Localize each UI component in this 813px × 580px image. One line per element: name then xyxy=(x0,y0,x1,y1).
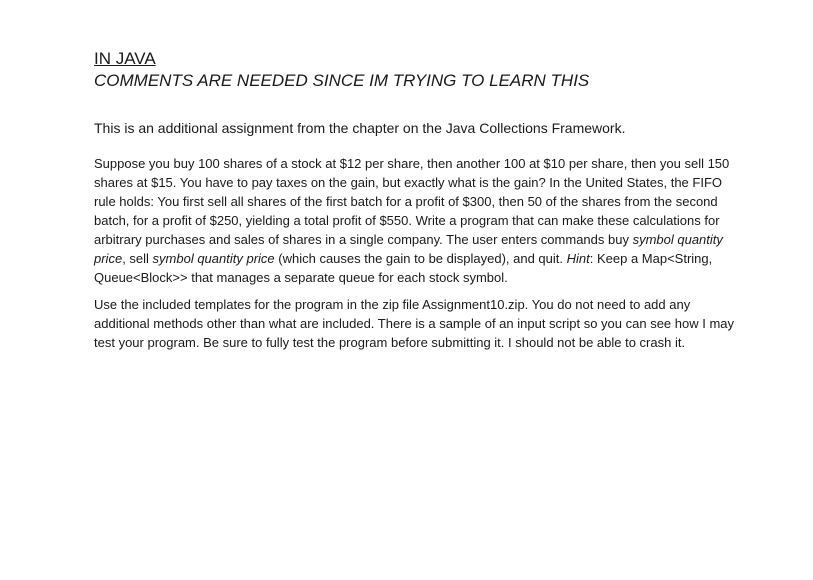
paragraph1-text-a: Suppose you buy 100 shares of a stock at $12 per share, then another 100 at $10 per share, then you sell 150 shares at $15. You have to pay taxes on the gain, but exactly what is the gain? In the United States, the FIFO rule holds: You first sell all shares of the first batch for a profit of $300, then 50 of the shares from the second batch, for a profit of $250, yielding a total profit of $550. Write a program that can make these calculations for arbitrary purchases and sales of shares in a single company. The user enters commands buy xyxy=(94,156,730,247)
document-content xyxy=(94,48,734,352)
intro-paragraph: This is an additional assignment from the chapter on the Java Collections Framework. xyxy=(94,120,626,136)
paragraph1-emphasis-sell: symbol quantity price xyxy=(152,251,275,266)
paragraph1-emphasis-buy: symbol quantity price xyxy=(94,232,723,266)
paragraph-fifo-problem xyxy=(94,154,734,287)
paragraph1-emphasis-hint: Hint xyxy=(566,251,590,266)
paragraph1-text-b: , sell xyxy=(122,251,153,266)
heading-in-java: IN JAVA xyxy=(94,49,156,68)
heading-comments-needed: COMMENTS ARE NEEDED SINCE IM TRYING TO LEARN THIS xyxy=(94,71,590,90)
paragraph-templates: Use the included templates for the program in the zip file Assignment10.zip. You do not need to add any additional methods other than what are included. There is a sample of an input script so you can see how I may test your program. Be sure to fully test the program before submitting it. I should not be able to crash it. xyxy=(94,297,735,350)
paragraph1-text-c: (which causes the gain to be displayed), and quit. xyxy=(274,251,567,266)
paragraph1-text-d: : Keep a Map<String, Queue<Block>> that manages a separate queue for each stock symbol. xyxy=(94,251,713,285)
